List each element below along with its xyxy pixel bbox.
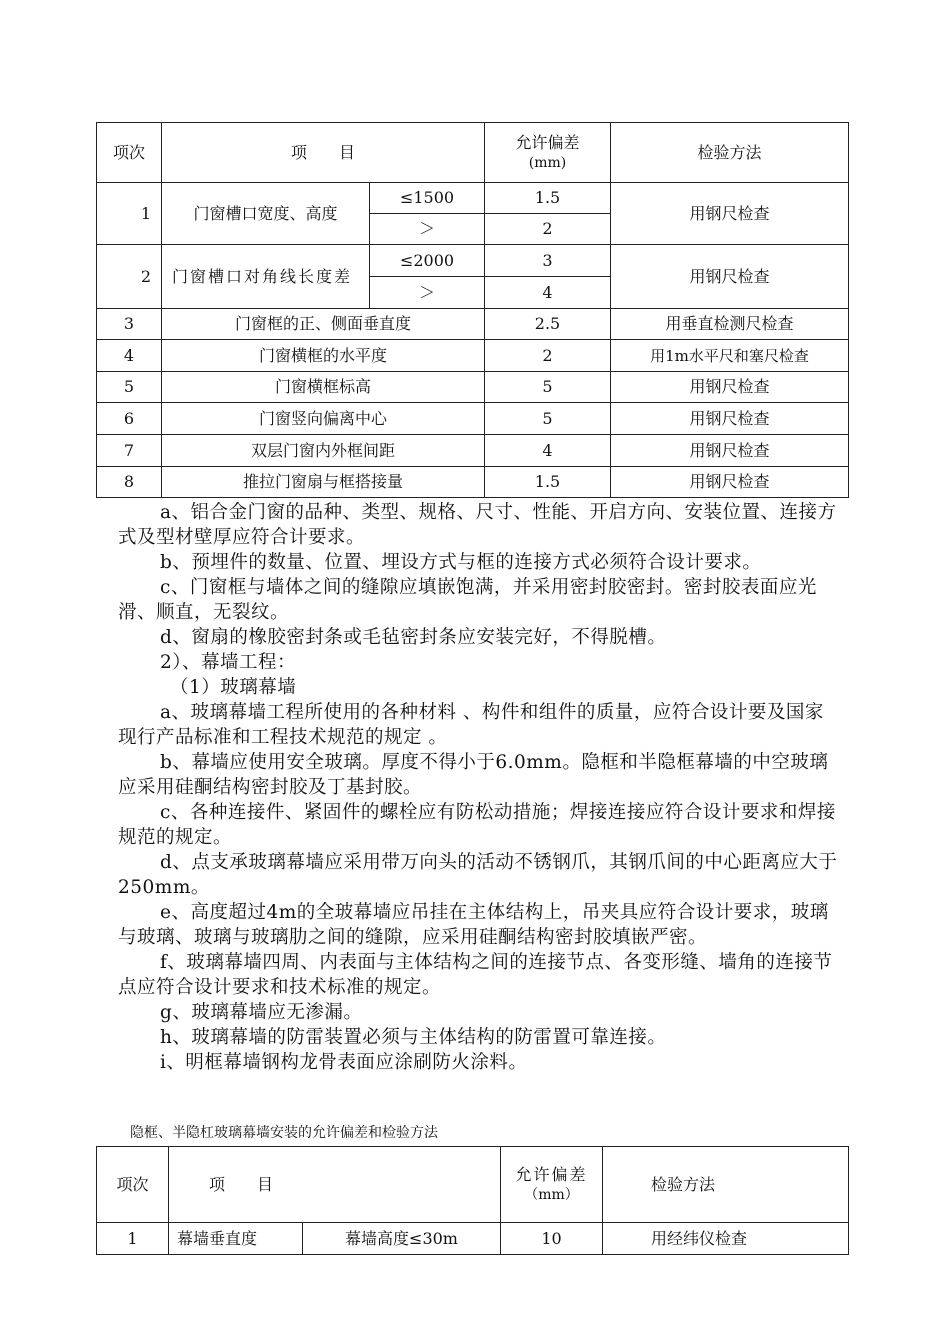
paragraph: a、玻璃幕墙工程所使用的各种材料 、构件和组件的质量，应符合设计要及国家现行产品标准和工程技术规范的规定 。 xyxy=(118,702,824,748)
row-item: 门窗槽口宽度、高度 xyxy=(162,183,370,245)
header-method: 检验方法 xyxy=(611,123,849,183)
row-item: 门窗槽口对角线长度差 xyxy=(162,245,370,309)
row-method: 用钢尺检查 xyxy=(611,403,849,435)
paragraph: a、铝合金门窗的品种、类型、规格、尺寸、性能、开启方向、安装位置、连接方式及型材壁厚应符合计要求。 xyxy=(118,502,837,548)
row-tolerance: 5 xyxy=(485,403,611,435)
table-row xyxy=(97,435,849,467)
row-no: 7 xyxy=(97,435,162,467)
subsection-heading: （1）玻璃幕墙 xyxy=(170,677,297,698)
paragraph: d、窗扇的橡胶密封条或毛毡密封条应安装完好，不得脱槽。 xyxy=(160,627,667,648)
paragraph: b、幕墙应使用安全玻璃。厚度不得小于6.0mm。隐框和半隐框幕墙的中空玻璃应采用硅酮结构密封胶及丁基封胶。 xyxy=(118,752,829,798)
paragraph: h、玻璃幕墙的防雷装置必须与主体结构的防雷置可靠连接。 xyxy=(160,1027,667,1048)
header-no: 项次 xyxy=(97,123,162,183)
table-caption: 隐框、半隐杠玻璃幕墙安装的允许偏差和检验方法 xyxy=(130,1125,438,1141)
header-tolerance xyxy=(501,1147,603,1223)
section-heading: 2）、幕墙工程： xyxy=(160,652,297,673)
row-item: 双层门窗内外框间距 xyxy=(162,435,485,467)
paragraph: c、各种连接件、紧固件的螺栓应有防松动措施；焊接连接应符合设计要求和焊接规范的规定。 xyxy=(118,802,836,848)
table-header-row xyxy=(97,123,849,183)
paragraph: e、高度超过4m的全玻幕墙应吊挂在主体结构上，吊夹具应符合设计要求，玻璃与玻璃、玻璃与玻璃肋之间的缝隙，应采用硅酮结构密封胶填嵌严密。 xyxy=(118,902,829,948)
header-item: 项 目 xyxy=(162,123,485,183)
row-sub: ≤2000 xyxy=(370,245,485,277)
table-row xyxy=(97,340,849,372)
table-row xyxy=(97,183,849,214)
body-text xyxy=(118,500,838,1075)
paragraph: i、明框幕墙钢构龙骨表面应涂刷防火涂料。 xyxy=(160,1052,528,1073)
table-row xyxy=(97,245,849,277)
row-sub: ＞ xyxy=(370,214,485,245)
row-method xyxy=(611,340,849,372)
table-row xyxy=(97,309,849,340)
row-item: 门窗横框标高 xyxy=(162,372,485,403)
paragraph: c、门窗框与墙体之间的缝隙应填嵌饱满，并采用密封胶密封。密封胶表面应光滑、顺直，无裂纹。 xyxy=(118,577,817,623)
row-tolerance: 2.5 xyxy=(485,309,611,340)
row-sub: 幕墙高度≤30m xyxy=(303,1223,501,1255)
table-row xyxy=(97,372,849,403)
tolerance-table-curtain-wall xyxy=(96,1146,849,1255)
header-tolerance-unit: （mm） xyxy=(524,1186,579,1203)
row-item: 门窗横框的水平度 xyxy=(162,340,485,372)
row-no: 1 xyxy=(97,183,162,245)
row-method: 用钢尺检查 xyxy=(611,183,849,245)
row-method: 用经纬仪检查 xyxy=(603,1223,849,1255)
row-no: 4 xyxy=(97,340,162,372)
paragraph: d、点支承玻璃幕墙应采用带万向头的活动不锈钢爪，其钢爪间的中心距离应大于250mm。 xyxy=(118,852,838,898)
header-tolerance-unit: (mm) xyxy=(528,154,567,171)
header-no: 项次 xyxy=(97,1147,169,1223)
row-sub: ＞ xyxy=(370,277,485,309)
row-method: 用垂直检测尺检查 xyxy=(611,309,849,340)
row-no: 5 xyxy=(97,372,162,403)
table-row xyxy=(97,467,849,498)
row-method-text: 用1m水平尺和塞尺检查 xyxy=(650,346,809,365)
row-sub: ≤1500 xyxy=(370,183,485,214)
header-tolerance-label: 允许偏差 xyxy=(515,1164,588,1184)
row-no: 1 xyxy=(97,1223,169,1255)
row-no: 8 xyxy=(97,467,162,498)
row-tolerance: 2 xyxy=(485,214,611,245)
table-row xyxy=(97,1223,849,1255)
paragraph: b、预埋件的数量、位置、埋设方式与框的连接方式必须符合设计要求。 xyxy=(160,552,762,573)
table-row xyxy=(97,403,849,435)
row-method: 用钢尺检查 xyxy=(611,372,849,403)
row-method: 用钢尺检查 xyxy=(611,435,849,467)
paragraph: f、玻璃幕墙四周、内表面与主体结构之间的连接节点、各变形缝、墙角的连接节点应符合设计要求和技术标准的规定。 xyxy=(118,952,833,998)
table-header-row xyxy=(97,1147,849,1223)
row-tolerance: 5 xyxy=(485,372,611,403)
row-item: 门窗竖向偏离中心 xyxy=(162,403,485,435)
row-tolerance: 1.5 xyxy=(485,183,611,214)
row-item: 门窗框的正、侧面垂直度 xyxy=(162,309,485,340)
row-tolerance: 3 xyxy=(485,245,611,277)
row-no: 3 xyxy=(97,309,162,340)
row-method: 用钢尺检查 xyxy=(611,245,849,309)
header-item: 项 目 xyxy=(169,1147,501,1223)
row-no: 2 xyxy=(97,245,162,309)
row-item: 推拉门窗扇与框搭接量 xyxy=(162,467,485,498)
row-tolerance: 10 xyxy=(501,1223,603,1255)
header-tolerance xyxy=(485,123,611,183)
header-tolerance-label: 允许偏差 xyxy=(515,132,580,152)
row-no: 6 xyxy=(97,403,162,435)
paragraph: g、玻璃幕墙应无渗漏。 xyxy=(160,1002,363,1023)
row-tolerance: 2 xyxy=(485,340,611,372)
row-method: 用钢尺检查 xyxy=(611,467,849,498)
row-item: 幕墙垂直度 xyxy=(169,1223,303,1255)
row-tolerance: 1.5 xyxy=(485,467,611,498)
row-tolerance: 4 xyxy=(485,277,611,309)
row-tolerance: 4 xyxy=(485,435,611,467)
header-method: 检验方法 xyxy=(603,1147,849,1223)
tolerance-table-doors-windows xyxy=(96,122,849,498)
